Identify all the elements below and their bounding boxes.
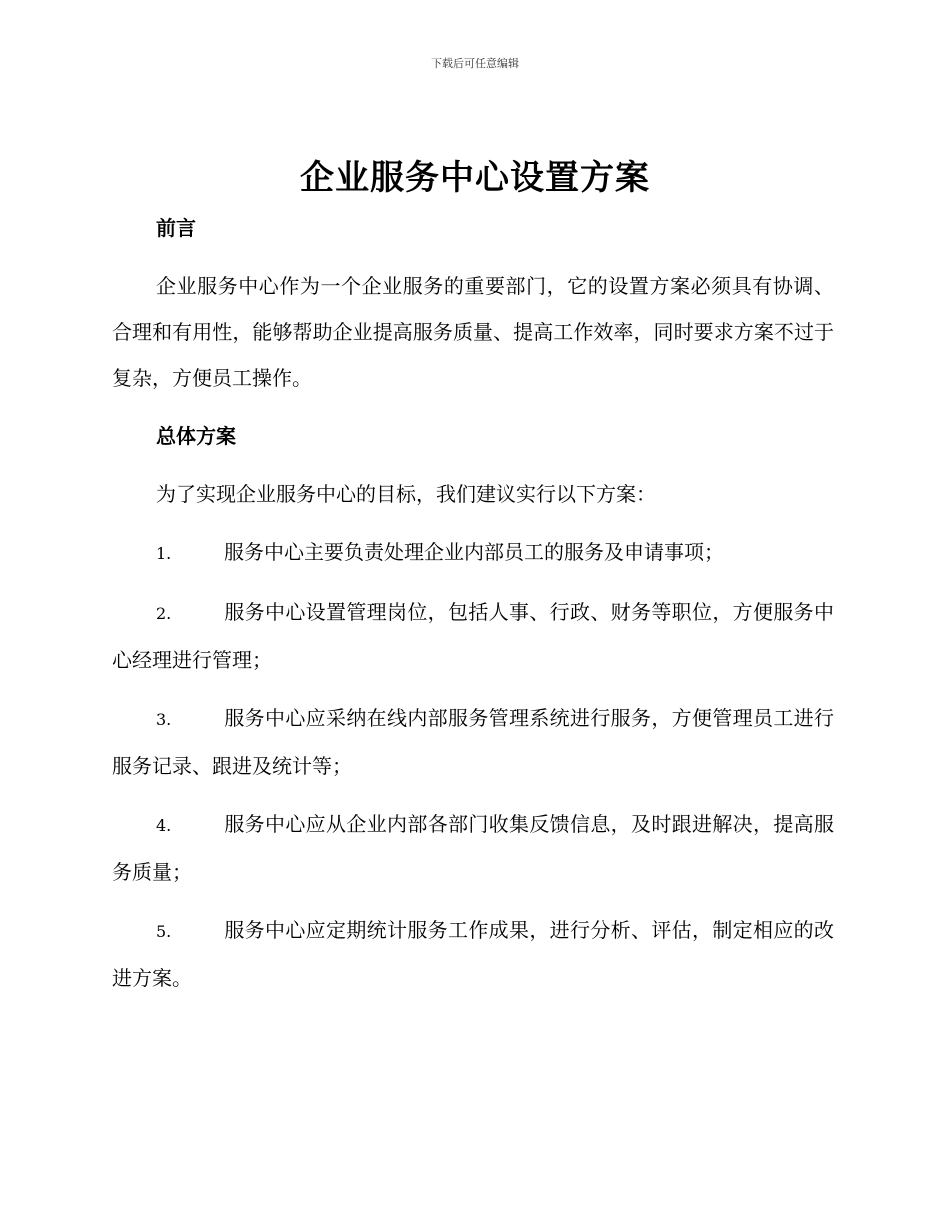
overall-plan-intro: 为了实现企业服务中心的目标，我们建议实行以下方案： [156, 482, 656, 506]
header-note: 下载后可任意编辑 [431, 57, 519, 70]
list-item-text: 服务中心应定期统计服务工作成果，进行分析、评估，制定相应的改进方案。 [112, 918, 834, 990]
list-item-text: 服务中心设置管理岗位，包括人事、行政、财务等职位，方便服务中心经理进行管理； [112, 600, 834, 672]
document-body [112, 205, 834, 1001]
document-title: 企业服务中心设置方案 [300, 158, 650, 198]
list-item [112, 589, 834, 683]
section-heading-overall-plan: 总体方案 [156, 424, 236, 448]
list-item [112, 695, 834, 789]
list-item-number: 2. [156, 604, 172, 623]
preface-paragraph: 企业服务中心作为一个企业服务的重要部门，它的设置方案必须具有协调、合理和有用性，能够帮助企业提高服务质量、提高工作效率，同时要求方案不过于复杂，方便员工操作。 [112, 274, 834, 390]
list-item [112, 801, 834, 895]
list-item-text: 服务中心应从企业内部各部门收集反馈信息，及时跟进解决，提高服务质量； [112, 812, 834, 884]
list-item-text: 服务中心主要负责处理企业内部员工的服务及申请事项； [224, 540, 724, 564]
list-item-number: 3. [156, 710, 172, 729]
list-item-text: 服务中心应采纳在线内部服务管理系统进行服务，方便管理员工进行服务记录、跟进及统计等； [112, 706, 834, 778]
list-item-number: 5. [156, 922, 172, 941]
list-item-number: 4. [156, 816, 172, 835]
list-item-number: 1. [156, 544, 172, 563]
list-item [112, 529, 834, 577]
list-item [112, 907, 834, 1001]
section-heading-preface: 前言 [156, 216, 196, 240]
